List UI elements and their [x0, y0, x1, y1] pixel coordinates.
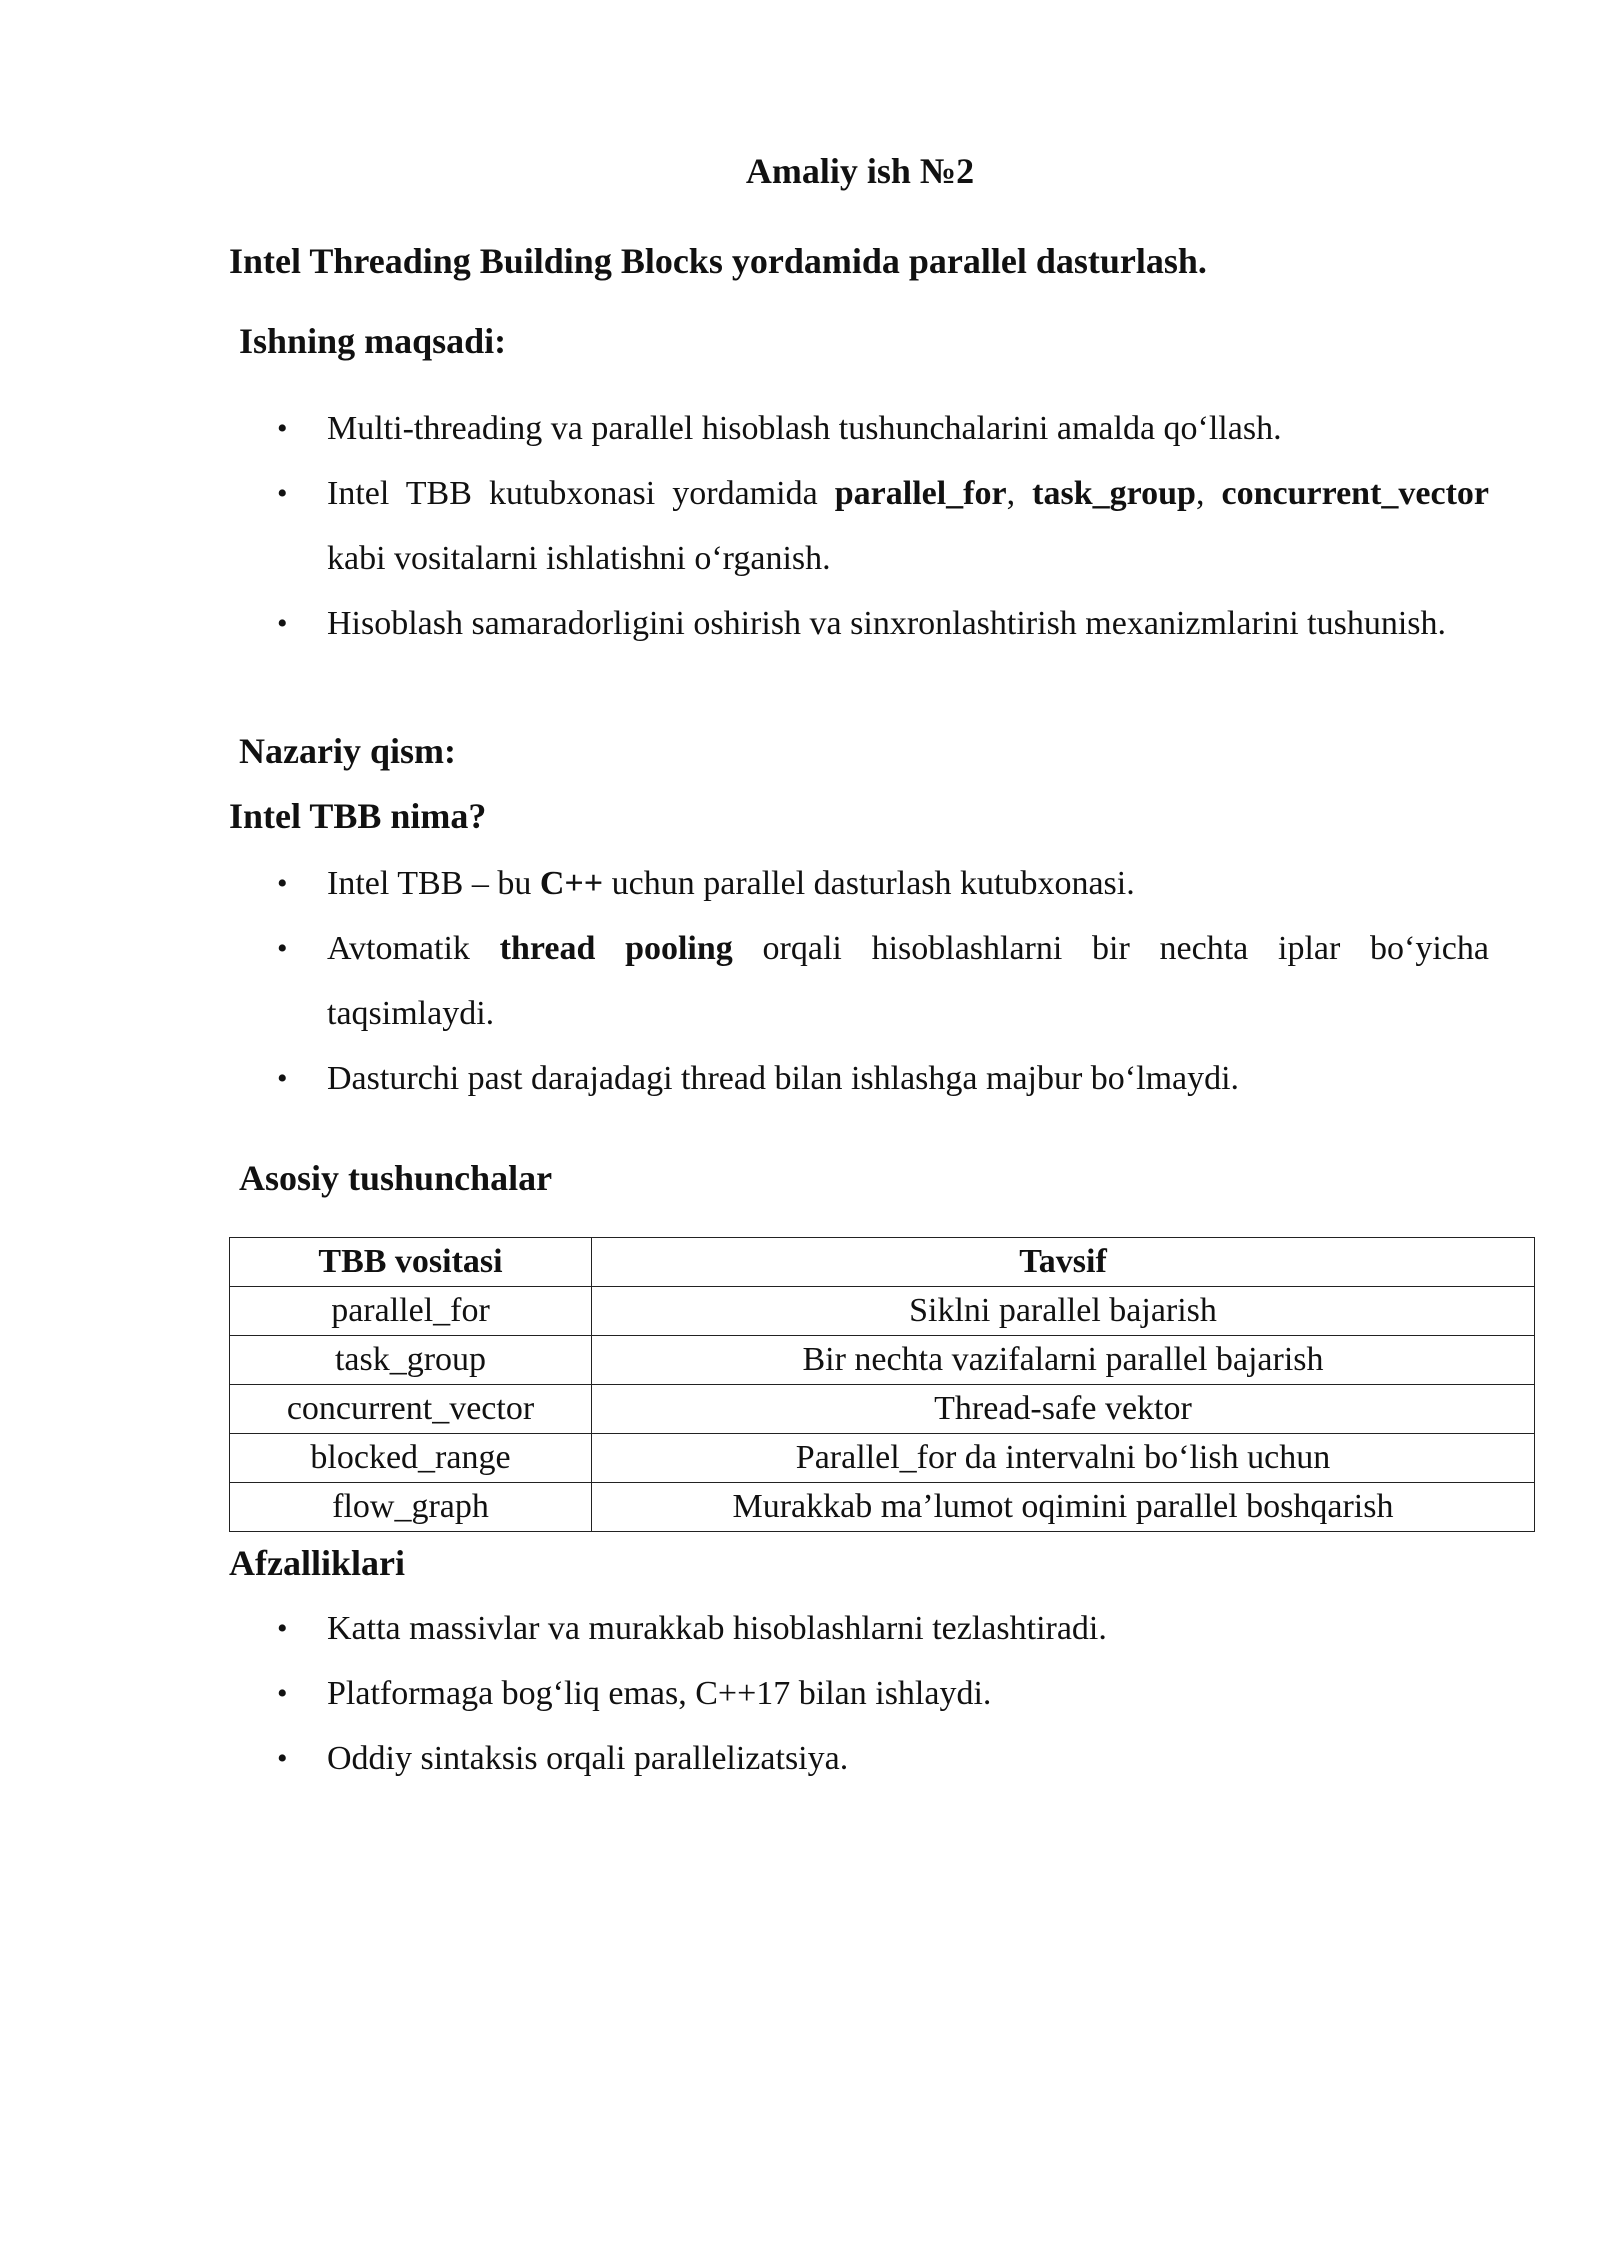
table-row	[230, 1483, 1535, 1532]
table-cell: task_group	[230, 1336, 592, 1385]
table-cell: Murakkab ma’lumot oqimini parallel boshqarish	[592, 1483, 1535, 1532]
section-heading-what: Intel TBB nima?	[229, 796, 487, 836]
bold-term: thread pooling	[499, 930, 733, 967]
list-item-text: Dasturchi past darajadagi thread bilan ishlashga majbur bo‘lmaydi.	[327, 1060, 1240, 1097]
code-term: parallel_for	[834, 475, 1007, 512]
table-row	[230, 1434, 1535, 1483]
list-item-text	[327, 865, 1135, 902]
list-item-text	[327, 475, 1489, 577]
table-cell: Bir nechta vazifalarni parallel bajarish	[592, 1336, 1535, 1385]
list-item-text: Oddiy sintaksis orqali parallelizatsiya.	[327, 1740, 849, 1777]
bold-term: C++	[539, 865, 604, 902]
bullet-icon: •	[277, 1742, 288, 1775]
table-cell: parallel_for	[230, 1287, 592, 1336]
table-cell: concurrent_vector	[230, 1385, 592, 1434]
table-cell: Thread-safe vektor	[592, 1385, 1535, 1434]
list-item	[277, 851, 1489, 916]
list-item	[277, 591, 1489, 656]
text-run: kabi vositalarni ishlatishni o‘rganish.	[327, 540, 831, 577]
list-item	[277, 461, 1489, 591]
text-run: orqali hisoblashlarni bir nechta iplar bo‘yicha taqsimlaydi.	[327, 930, 1489, 1032]
text-run: Intel TBB – bu	[327, 865, 540, 902]
document-title: Amaliy ish №2	[745, 151, 975, 191]
goal-list	[277, 396, 1489, 656]
section-heading-goal: Ishning maqsadi:	[239, 321, 507, 361]
list-item-text: Multi-threading va parallel hisoblash tushunchalarini amalda qo‘llash.	[327, 410, 1282, 447]
table-header-row	[230, 1238, 1535, 1287]
section-heading-concepts: Asosiy tushunchalar	[239, 1158, 553, 1198]
bullet-icon: •	[277, 607, 288, 640]
table-cell: Parallel_for da intervalni bo‘lish uchun	[592, 1434, 1535, 1483]
what-list	[277, 851, 1489, 1111]
text-run: ,	[1195, 475, 1222, 512]
table-cell: flow_graph	[230, 1483, 592, 1532]
list-item-text: Katta massivlar va murakkab hisoblashlarni tezlashtiradi.	[327, 1610, 1107, 1647]
section-heading-advantages: Afzalliklari	[229, 1543, 405, 1583]
list-item	[277, 916, 1489, 1046]
list-item-text: Platformaga bog‘liq emas, C++17 bilan ishlaydi.	[327, 1675, 992, 1712]
bullet-icon: •	[277, 1612, 288, 1645]
table-row	[230, 1336, 1535, 1385]
advantages-list	[277, 1596, 1489, 1791]
table-row	[230, 1385, 1535, 1434]
bullet-icon: •	[277, 867, 288, 900]
bullet-icon: •	[277, 477, 288, 510]
list-item-text: Hisoblash samaradorligini oshirish va sinxronlashtirish mexanizmlarini tushunish.	[327, 605, 1447, 642]
bullet-icon: •	[277, 932, 288, 965]
bullet-icon: •	[277, 1677, 288, 1710]
text-run: uchun parallel dasturlash kutubxonasi.	[603, 865, 1135, 902]
table-header-cell: TBB vositasi	[230, 1238, 592, 1287]
bullet-icon: •	[277, 1062, 288, 1095]
table-cell: blocked_range	[230, 1434, 592, 1483]
bullet-icon: •	[277, 412, 288, 445]
document-subtitle: Intel Threading Building Blocks yordamida parallel dasturlash.	[229, 241, 1207, 281]
list-item	[277, 1726, 1489, 1791]
table-header-cell: Tavsif	[592, 1238, 1535, 1287]
code-term: concurrent_vector	[1221, 475, 1489, 512]
text-run: ,	[1006, 475, 1033, 512]
text-run: Intel TBB kutubxonasi yordamida	[327, 475, 835, 512]
table-cell: Siklni parallel bajarish	[592, 1287, 1535, 1336]
list-item	[277, 1661, 1489, 1726]
section-heading-theory: Nazariy qism:	[239, 731, 456, 771]
tbb-tools-table	[229, 1237, 1535, 1532]
code-term: task_group	[1032, 475, 1196, 512]
list-item-text	[327, 930, 1489, 1032]
table-row	[230, 1287, 1535, 1336]
list-item	[277, 1046, 1489, 1111]
list-item	[277, 396, 1489, 461]
list-item	[277, 1596, 1489, 1661]
text-run: Avtomatik	[327, 930, 500, 967]
